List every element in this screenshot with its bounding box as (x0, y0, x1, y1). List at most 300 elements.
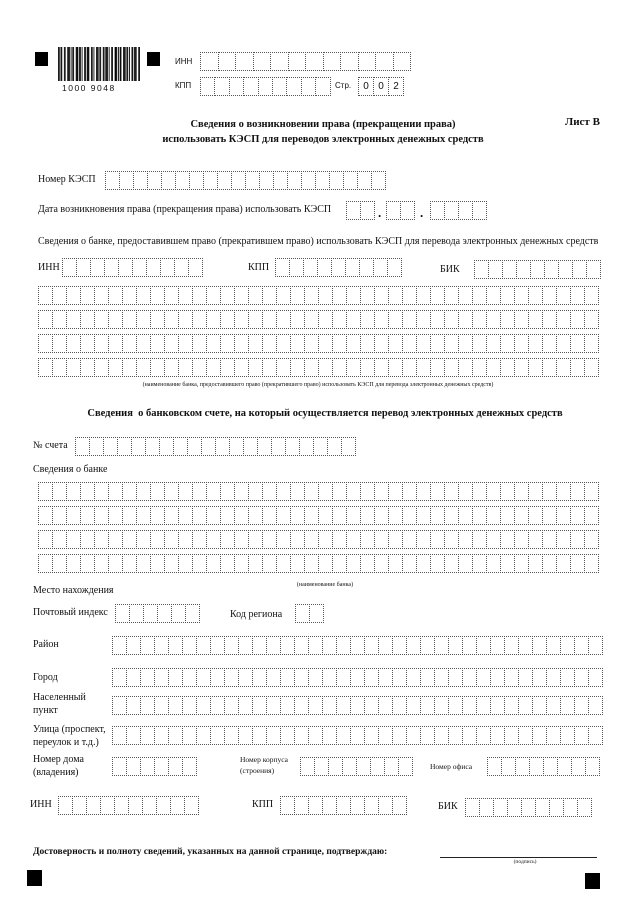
char-cell[interactable] (146, 258, 161, 277)
kesp-number-cells[interactable] (105, 171, 385, 190)
char-cell[interactable] (472, 310, 487, 329)
bank-name-row[interactable] (38, 530, 598, 549)
char-cell[interactable] (38, 482, 53, 501)
char-cell[interactable] (258, 77, 273, 96)
char-cell[interactable] (304, 530, 319, 549)
char-cell[interactable] (164, 334, 179, 353)
char-cell[interactable]: 0 (373, 77, 389, 96)
char-cell[interactable] (178, 530, 193, 549)
char-cell[interactable] (315, 77, 330, 96)
char-cell[interactable] (444, 286, 459, 305)
char-cell[interactable] (280, 796, 295, 815)
char-cell[interactable] (301, 77, 316, 96)
char-cell[interactable] (229, 77, 244, 96)
char-cell[interactable] (472, 506, 487, 525)
char-cell[interactable] (52, 358, 67, 377)
issuing-bank-bik-cells[interactable] (474, 260, 600, 279)
char-cell[interactable] (108, 334, 123, 353)
char-cell[interactable] (543, 757, 558, 776)
char-cell[interactable] (317, 258, 332, 277)
char-cell[interactable] (490, 696, 505, 715)
char-cell[interactable] (416, 506, 431, 525)
char-cell[interactable] (308, 668, 323, 687)
char-cell[interactable] (472, 530, 487, 549)
char-cell[interactable] (276, 530, 291, 549)
char-cell[interactable] (374, 482, 389, 501)
char-cell[interactable] (305, 52, 324, 71)
char-cell[interactable] (430, 506, 445, 525)
char-cell[interactable] (248, 506, 263, 525)
char-cell[interactable] (322, 636, 337, 655)
char-cell[interactable] (262, 554, 277, 573)
char-cell[interactable] (500, 530, 515, 549)
char-cell[interactable] (332, 358, 347, 377)
char-cell[interactable] (38, 554, 53, 573)
char-cell[interactable] (210, 696, 225, 715)
char-cell[interactable] (542, 506, 557, 525)
char-cell[interactable] (558, 260, 573, 279)
char-cell[interactable] (402, 530, 417, 549)
char-cell[interactable] (38, 506, 53, 525)
char-cell[interactable] (332, 554, 347, 573)
bank-name-row[interactable] (38, 358, 598, 377)
char-cell[interactable] (384, 757, 399, 776)
char-cell[interactable] (136, 506, 151, 525)
char-cell[interactable] (150, 530, 165, 549)
char-cell[interactable] (518, 726, 533, 745)
char-cell[interactable] (129, 604, 144, 623)
char-cell[interactable] (346, 358, 361, 377)
char-cell[interactable] (108, 506, 123, 525)
char-cell[interactable] (188, 258, 203, 277)
char-cell[interactable] (360, 334, 375, 353)
char-cell[interactable] (386, 201, 401, 220)
char-cell[interactable] (80, 554, 95, 573)
char-cell[interactable] (584, 530, 599, 549)
char-cell[interactable] (332, 482, 347, 501)
office-number-cells[interactable] (487, 757, 599, 776)
char-cell[interactable] (472, 286, 487, 305)
char-cell[interactable] (557, 757, 572, 776)
char-cell[interactable] (462, 668, 477, 687)
char-cell[interactable] (556, 482, 571, 501)
char-cell[interactable] (314, 757, 329, 776)
char-cell[interactable] (206, 358, 221, 377)
char-cell[interactable] (420, 668, 435, 687)
char-cell[interactable] (448, 636, 463, 655)
char-cell[interactable] (357, 171, 372, 190)
char-cell[interactable] (38, 358, 53, 377)
char-cell[interactable] (178, 334, 193, 353)
char-cell[interactable] (479, 798, 494, 817)
char-cell[interactable] (294, 726, 309, 745)
char-cell[interactable] (373, 258, 388, 277)
char-cell[interactable] (434, 696, 449, 715)
char-cell[interactable] (343, 171, 358, 190)
char-cell[interactable] (549, 798, 564, 817)
char-cell[interactable] (131, 437, 146, 456)
char-cell[interactable] (136, 554, 151, 573)
char-cell[interactable] (514, 554, 529, 573)
char-cell[interactable] (168, 636, 183, 655)
char-cell[interactable] (318, 310, 333, 329)
char-cell[interactable] (270, 52, 289, 71)
char-cell[interactable] (556, 358, 571, 377)
account-number-cells[interactable] (75, 437, 355, 456)
char-cell[interactable] (112, 726, 127, 745)
char-cell[interactable] (164, 482, 179, 501)
char-cell[interactable] (486, 310, 501, 329)
char-cell[interactable] (528, 482, 543, 501)
char-cell[interactable] (350, 726, 365, 745)
char-cell[interactable] (234, 554, 249, 573)
char-cell[interactable] (52, 554, 67, 573)
char-cell[interactable] (52, 286, 67, 305)
char-cell[interactable] (304, 334, 319, 353)
char-cell[interactable] (570, 310, 585, 329)
char-cell[interactable] (546, 726, 561, 745)
char-cell[interactable] (108, 358, 123, 377)
char-cell[interactable] (374, 310, 389, 329)
char-cell[interactable] (173, 437, 188, 456)
char-cell[interactable] (192, 334, 207, 353)
char-cell[interactable] (458, 310, 473, 329)
char-cell[interactable] (486, 506, 501, 525)
char-cell[interactable] (528, 310, 543, 329)
char-cell[interactable] (360, 506, 375, 525)
char-cell[interactable] (206, 506, 221, 525)
char-cell[interactable] (392, 636, 407, 655)
char-cell[interactable] (332, 334, 347, 353)
char-cell[interactable] (570, 286, 585, 305)
char-cell[interactable] (542, 530, 557, 549)
char-cell[interactable] (560, 636, 575, 655)
char-cell[interactable] (472, 482, 487, 501)
char-cell[interactable] (288, 52, 307, 71)
char-cell[interactable] (444, 530, 459, 549)
char-cell[interactable] (196, 696, 211, 715)
char-cell[interactable] (112, 696, 127, 715)
char-cell[interactable] (203, 171, 218, 190)
char-cell[interactable] (220, 506, 235, 525)
char-cell[interactable] (243, 77, 258, 96)
char-cell[interactable] (346, 530, 361, 549)
char-cell[interactable] (252, 726, 267, 745)
char-cell[interactable] (331, 258, 346, 277)
char-cell[interactable] (388, 334, 403, 353)
char-cell[interactable] (542, 554, 557, 573)
char-cell[interactable] (392, 796, 407, 815)
char-cell[interactable] (515, 757, 530, 776)
char-cell[interactable] (584, 482, 599, 501)
char-cell[interactable] (556, 334, 571, 353)
char-cell[interactable] (196, 636, 211, 655)
char-cell[interactable] (486, 358, 501, 377)
char-cell[interactable] (588, 636, 603, 655)
char-cell[interactable] (290, 506, 305, 525)
char-cell[interactable] (294, 796, 309, 815)
char-cell[interactable] (487, 757, 502, 776)
char-cell[interactable] (66, 506, 81, 525)
char-cell[interactable] (80, 506, 95, 525)
char-cell[interactable] (192, 358, 207, 377)
char-cell[interactable] (276, 482, 291, 501)
char-cell[interactable] (257, 437, 272, 456)
char-cell[interactable] (346, 310, 361, 329)
char-cell[interactable] (308, 726, 323, 745)
page-number-cells[interactable] (358, 77, 403, 96)
issuing-bank-kpp-cells[interactable] (275, 258, 401, 277)
char-cell[interactable] (192, 506, 207, 525)
char-cell[interactable] (266, 726, 281, 745)
char-cell[interactable] (336, 696, 351, 715)
char-cell[interactable] (402, 286, 417, 305)
char-cell[interactable] (115, 604, 130, 623)
char-cell[interactable] (234, 506, 249, 525)
char-cell[interactable] (52, 482, 67, 501)
char-cell[interactable] (430, 286, 445, 305)
char-cell[interactable] (318, 286, 333, 305)
char-cell[interactable] (370, 757, 385, 776)
char-cell[interactable] (516, 260, 531, 279)
char-cell[interactable] (304, 554, 319, 573)
char-cell[interactable] (406, 636, 421, 655)
char-cell[interactable] (182, 696, 197, 715)
char-cell[interactable] (231, 171, 246, 190)
char-cell[interactable] (458, 530, 473, 549)
char-cell[interactable] (493, 798, 508, 817)
char-cell[interactable] (360, 554, 375, 573)
char-cell[interactable] (122, 286, 137, 305)
char-cell[interactable] (217, 171, 232, 190)
char-cell[interactable] (458, 506, 473, 525)
char-cell[interactable] (108, 554, 123, 573)
char-cell[interactable] (393, 52, 412, 71)
char-cell[interactable] (75, 437, 90, 456)
char-cell[interactable] (154, 668, 169, 687)
char-cell[interactable] (444, 554, 459, 573)
char-cell[interactable] (38, 530, 53, 549)
char-cell[interactable] (486, 334, 501, 353)
char-cell[interactable] (532, 668, 547, 687)
char-cell[interactable] (448, 726, 463, 745)
char-cell[interactable] (220, 554, 235, 573)
house-number-cells[interactable] (112, 757, 196, 776)
char-cell[interactable] (400, 201, 415, 220)
char-cell[interactable] (108, 286, 123, 305)
char-cell[interactable] (588, 726, 603, 745)
char-cell[interactable] (182, 636, 197, 655)
char-cell[interactable] (94, 286, 109, 305)
char-cell[interactable] (105, 171, 120, 190)
char-cell[interactable] (276, 554, 291, 573)
char-cell[interactable] (150, 506, 165, 525)
char-cell[interactable] (308, 696, 323, 715)
char-cell[interactable] (318, 334, 333, 353)
char-cell[interactable] (584, 506, 599, 525)
char-cell[interactable] (486, 530, 501, 549)
char-cell[interactable] (406, 696, 421, 715)
char-cell[interactable] (574, 636, 589, 655)
char-cell[interactable] (276, 310, 291, 329)
char-cell[interactable] (206, 530, 221, 549)
char-cell[interactable] (374, 358, 389, 377)
char-cell[interactable] (304, 506, 319, 525)
char-cell[interactable] (430, 358, 445, 377)
signature-line[interactable] (440, 857, 597, 858)
char-cell[interactable] (147, 171, 162, 190)
char-cell[interactable] (486, 554, 501, 573)
char-cell[interactable] (224, 636, 239, 655)
char-cell[interactable] (546, 636, 561, 655)
char-cell[interactable] (504, 726, 519, 745)
char-cell[interactable] (542, 482, 557, 501)
char-cell[interactable] (560, 696, 575, 715)
char-cell[interactable] (214, 77, 229, 96)
char-cell[interactable] (528, 334, 543, 353)
char-cell[interactable] (112, 757, 127, 776)
account-bank-kpp-cells[interactable] (280, 796, 406, 815)
char-cell[interactable] (374, 506, 389, 525)
char-cell[interactable] (364, 796, 379, 815)
char-cell[interactable] (66, 358, 81, 377)
char-cell[interactable] (532, 726, 547, 745)
char-cell[interactable] (112, 636, 127, 655)
char-cell[interactable] (142, 796, 157, 815)
char-cell[interactable] (544, 260, 559, 279)
char-cell[interactable] (136, 482, 151, 501)
char-cell[interactable] (108, 530, 123, 549)
char-cell[interactable] (126, 757, 141, 776)
char-cell[interactable] (488, 260, 503, 279)
char-cell[interactable] (168, 668, 183, 687)
char-cell[interactable] (378, 696, 393, 715)
char-cell[interactable] (52, 530, 67, 549)
char-cell[interactable] (117, 437, 132, 456)
char-cell[interactable] (416, 554, 431, 573)
char-cell[interactable] (112, 668, 127, 687)
char-cell[interactable] (196, 668, 211, 687)
char-cell[interactable] (90, 258, 105, 277)
char-cell[interactable] (308, 636, 323, 655)
char-cell[interactable] (341, 437, 356, 456)
char-cell[interactable] (80, 286, 95, 305)
char-cell[interactable] (378, 636, 393, 655)
char-cell[interactable] (206, 310, 221, 329)
char-cell[interactable] (350, 796, 365, 815)
header-kpp-cells[interactable] (200, 77, 330, 96)
char-cell[interactable] (238, 696, 253, 715)
char-cell[interactable] (262, 506, 277, 525)
char-cell[interactable] (420, 726, 435, 745)
char-cell[interactable] (150, 554, 165, 573)
char-cell[interactable] (220, 310, 235, 329)
char-cell[interactable] (150, 482, 165, 501)
char-cell[interactable] (546, 668, 561, 687)
char-cell[interactable] (210, 636, 225, 655)
char-cell[interactable] (126, 696, 141, 715)
char-cell[interactable] (266, 636, 281, 655)
char-cell[interactable] (52, 506, 67, 525)
char-cell[interactable] (94, 482, 109, 501)
char-cell[interactable] (486, 482, 501, 501)
char-cell[interactable] (458, 554, 473, 573)
bank-name-row[interactable] (38, 482, 598, 501)
char-cell[interactable] (304, 482, 319, 501)
char-cell[interactable] (206, 554, 221, 573)
char-cell[interactable] (535, 798, 550, 817)
char-cell[interactable] (584, 286, 599, 305)
char-cell[interactable] (114, 796, 129, 815)
char-cell[interactable] (514, 358, 529, 377)
char-cell[interactable] (185, 604, 200, 623)
char-cell[interactable] (416, 334, 431, 353)
char-cell[interactable] (80, 482, 95, 501)
char-cell[interactable] (234, 530, 249, 549)
char-cell[interactable] (350, 668, 365, 687)
char-cell[interactable] (430, 201, 445, 220)
char-cell[interactable] (178, 554, 193, 573)
char-cell[interactable] (271, 437, 286, 456)
char-cell[interactable] (119, 171, 134, 190)
char-cell[interactable] (388, 554, 403, 573)
char-cell[interactable] (224, 696, 239, 715)
char-cell[interactable] (290, 286, 305, 305)
date-month-cells[interactable] (386, 201, 414, 220)
char-cell[interactable] (444, 201, 459, 220)
char-cell[interactable] (584, 358, 599, 377)
char-cell[interactable] (458, 334, 473, 353)
char-cell[interactable] (542, 358, 557, 377)
char-cell[interactable] (556, 286, 571, 305)
char-cell[interactable] (38, 310, 53, 329)
char-cell[interactable] (108, 482, 123, 501)
char-cell[interactable] (192, 530, 207, 549)
char-cell[interactable] (220, 334, 235, 353)
char-cell[interactable] (507, 798, 522, 817)
char-cell[interactable] (248, 554, 263, 573)
char-cell[interactable] (170, 796, 185, 815)
char-cell[interactable] (406, 726, 421, 745)
char-cell[interactable] (472, 358, 487, 377)
char-cell[interactable] (224, 668, 239, 687)
char-cell[interactable] (104, 258, 119, 277)
char-cell[interactable] (150, 310, 165, 329)
char-cell[interactable] (280, 668, 295, 687)
char-cell[interactable] (476, 636, 491, 655)
char-cell[interactable] (528, 554, 543, 573)
char-cell[interactable] (206, 334, 221, 353)
char-cell[interactable] (444, 482, 459, 501)
char-cell[interactable] (234, 310, 249, 329)
char-cell[interactable] (388, 310, 403, 329)
char-cell[interactable] (528, 530, 543, 549)
char-cell[interactable] (76, 258, 91, 277)
char-cell[interactable] (66, 482, 81, 501)
char-cell[interactable] (304, 358, 319, 377)
char-cell[interactable] (58, 796, 73, 815)
char-cell[interactable] (122, 554, 137, 573)
char-cell[interactable] (304, 310, 319, 329)
char-cell[interactable] (322, 696, 337, 715)
char-cell[interactable] (94, 310, 109, 329)
char-cell[interactable] (234, 482, 249, 501)
char-cell[interactable] (500, 310, 515, 329)
char-cell[interactable] (122, 358, 137, 377)
char-cell[interactable] (514, 286, 529, 305)
char-cell[interactable] (168, 726, 183, 745)
char-cell[interactable] (248, 286, 263, 305)
